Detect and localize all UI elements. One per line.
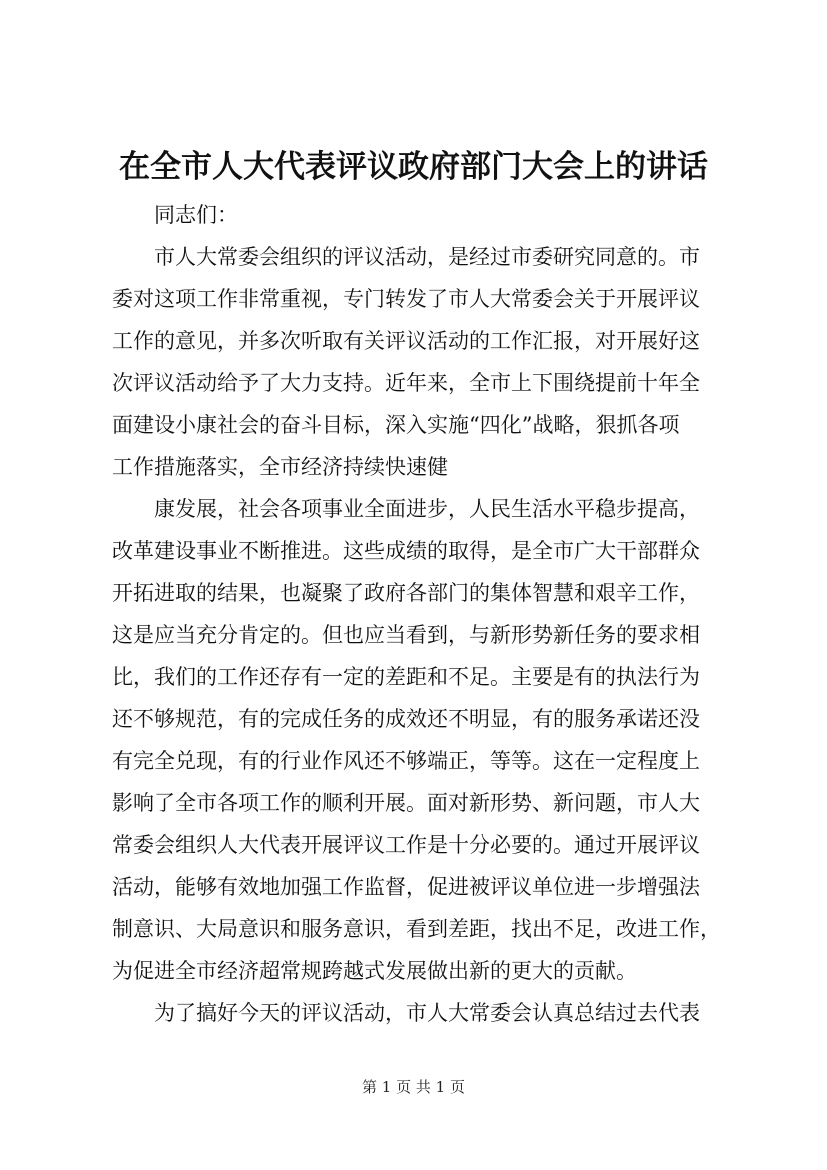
- text-line: 开拓进取的结果，也凝聚了政府各部门的集体智慧和艰辛工作，: [112, 581, 700, 605]
- paragraph-1: [112, 236, 742, 488]
- paragraph-2: [112, 488, 742, 992]
- text-line: 为了搞好今天的评议活动，市人大常委会认真总结过去代表: [154, 1001, 700, 1025]
- text-line: 工作的意见，并多次听取有关评议活动的工作汇报，对开展好这: [112, 329, 700, 353]
- paragraph-3: [112, 992, 742, 1034]
- document-title: 在全市人大代表评议政府部门大会上的讲话: [119, 149, 708, 185]
- text-line: 工作措施落实，全市经济持续快速健: [112, 455, 448, 479]
- document-body: [112, 194, 742, 1034]
- text-line: 有完全兑现，有的行业作风还不够端正，等等。这在一定程度上: [112, 749, 700, 773]
- text-line: 还不够规范，有的完成任务的成效还不明显，有的服务承诺还没: [112, 707, 700, 731]
- text-line: 次评议活动给予了大力支持。近年来，全市上下围绕提前十年全: [112, 371, 700, 395]
- text-line: 活动，能够有效地加强工作监督，促进被评议单位进一步增强法: [112, 875, 700, 899]
- text-line: 影响了全市各项工作的顺利开展。面对新形势、新问题，市人大: [112, 791, 700, 815]
- salutation: 同志们：: [154, 203, 238, 227]
- text-line: 改革建设事业不断推进。这些成绩的取得，是全市广大干部群众: [112, 539, 700, 563]
- text-line: 面建设小康社会的奋斗目标，深入实施“四化”战略，狠抓各项: [112, 413, 680, 437]
- text-line: 委对这项工作非常重视，专门转发了市人大常委会关于开展评议: [112, 287, 700, 311]
- text-line: 这是应当充分肯定的。但也应当看到，与新形势新任务的要求相: [112, 623, 700, 647]
- text-line: 为促进全市经济超常规跨越式发展做出新的更大的贡献。: [112, 959, 637, 983]
- page-footer: 第 1 页 共 1 页: [362, 1078, 465, 1096]
- text-line: 制意识、大局意识和服务意识，看到差距，找出不足，改进工作，: [112, 917, 721, 941]
- text-line: 比，我们的工作还存有一定的差距和不足。主要是有的执法行为: [112, 665, 700, 689]
- text-line: 常委会组织人大代表开展评议工作是十分必要的。通过开展评议: [112, 833, 700, 857]
- text-line: 市人大常委会组织的评议活动，是经过市委研究同意的。市: [154, 245, 700, 269]
- text-line: 康发展，社会各项事业全面进步，人民生活水平稳步提高，: [154, 497, 700, 521]
